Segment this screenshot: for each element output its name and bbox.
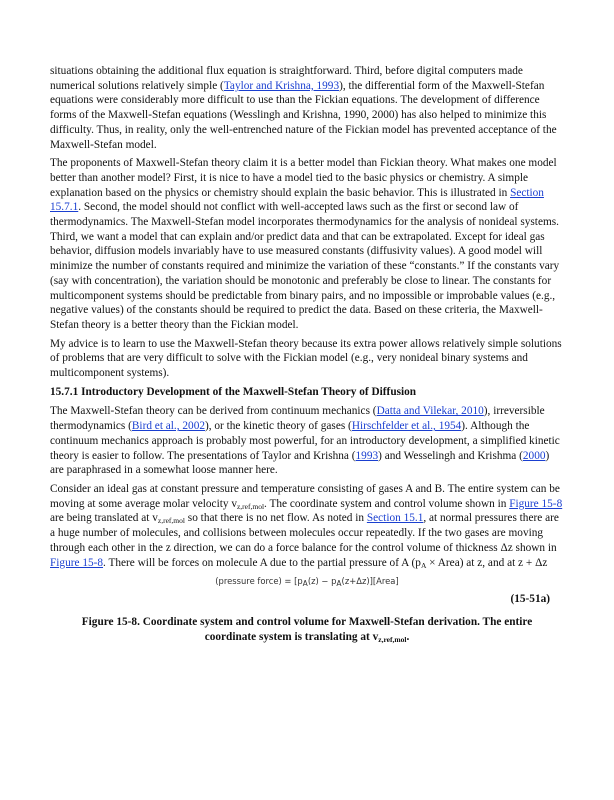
equation-text: (pressure force) = [p [215,576,303,587]
paragraph-text: ), the differential form of the Maxwell-Stefan equations were considerably more difficult to use than the Fickian equations. The development of difference forms of the Maxwell-Stefan equations (Wesslingh and Krishna, 1990, 2000) has also helped to minimize this difficulty. Thus, in reality, only the well-entrenched nature of the Fickian model has prevented acceptance of the Maxwell-Stefan model. [50,79,557,151]
pressure-force-equation [50,574,564,588]
paragraph-text: ). Although the continuum mechanics approach is probably most powerful, for an introductory development, a simplified kinetic theory is easier to follow. The presentations of Taylor and Krishna ( [50,420,560,462]
link-figure-15-8[interactable]: Figure 15-8 [509,497,563,510]
paragraph-text: The Maxwell-Stefan theory can be derived from continuum mechanics ( [50,405,377,418]
paragraph-text: so that there is no net flow. As noted in [184,512,367,525]
subscript: A [420,560,427,570]
paragraph-text: are being translated at v [50,512,158,525]
paragraph-text: . The coordinate system and control volume shown in [264,497,510,510]
link-section-15-7-1[interactable]: Section 15.7.1 [50,186,544,214]
paragraph-text: Consider an ideal gas at constant pressure and temperature consisting of gases A and B. The entire system can be moving at some average molar velocity v [50,482,560,510]
link-1993[interactable]: 1993 [355,449,379,462]
equation-text: (z) − p [307,576,337,587]
paragraph-text: ) are paraphrased in a somewhat loose manner here. [50,449,550,477]
paragraph-text: situations obtaining the additional flux equation is straightforward. Third, before digital computers made numerical solutions relatively simple ( [50,65,523,92]
paragraph-5 [50,482,564,570]
link-hirschfelder-1954[interactable]: Hirschfelder et al., 1954 [351,420,462,433]
link-taylor-krishna-1993[interactable]: Taylor and Krishna, 1993 [223,79,340,92]
paragraph-text: , at normal pressures there are a huge number of molecules, and collisions between molecules occur repeatedly. If the two gases are moving through each other in the z direction, we can do a force balance for the control volume of thickness Δz shown in [50,512,559,554]
paragraph-text: ), or the kinetic theory of gases ( [205,420,352,433]
link-datta-vilekar-2010[interactable]: Datta and Vilekar, 2010 [376,405,484,418]
figure-caption [56,615,558,644]
paragraph-4 [50,404,564,478]
paragraph-2 [50,156,564,332]
paragraph-text: × Area) at z, and at z + Δz [426,556,548,569]
subscript: z,ref,mol [236,501,265,511]
paragraph-text: The proponents of Maxwell-Stefan theory claim it is a better model than Fickian theory. What makes one model better than another model? First, it is nice to have a model tied to the basic physics or chemistry. A simple explanation based on the physics or chemistry should explain the basic behavior. This is illustrated in [50,157,557,199]
link-2000[interactable]: 2000 [522,449,546,462]
link-section-15-1[interactable]: Section 15.1 [366,512,424,525]
paragraph-1 [50,64,564,152]
caption-text: . [406,630,410,643]
link-figure-15-8[interactable]: Figure 15-8 [50,556,104,569]
paragraph-3: My advice is to learn to use the Maxwell-Stefan theory because its extra power allows relatively simple solutions of problems that are very difficult to solve with the Fickian model (e.g., very nonideal binary systems and multicomponent systems). [50,337,562,380]
paragraph-text: . Second, the model should not conflict with well-accepted laws such as the first or second law of thermodynamics. The Maxwell-Stefan model incorporates thermodynamics for the analysis of nonideal systems. Third, we want a model that can explain and/or predict data and that can be extrapolated. Except for ideal gas behavior, diffusion models invariably have to use measured constants (diffusivity values). A good model will minimize the number of constants required and minimize the variation of these “constants.” If the constants vary (say with concentration), the variation should be monotonic and preferably be close to linear. The constants for multicomponent systems should be predictable from binary pairs, and no impossible or improbable values (e.g., negative values) of the constants should be required to predict the data. Based on these criteria, the Maxwell-Stefan theory is a better theory than the Fickian model. [50,201,560,331]
section-heading: 15.7.1 Introductory Development of the Maxwell-Stefan Theory of Diffusion [50,385,417,398]
subscript: A [336,579,342,589]
equation-text: (z+Δz)][Area] [341,576,399,587]
paragraph-text: ) and Wesselingh and Krishma ( [378,449,523,462]
subscript: z,ref,mol [378,634,407,644]
paragraph-text: . There will be forces on molecule A due to the partial pressure of A (p [103,556,421,569]
paragraph-text: ), irreversible thermodynamics ( [50,405,545,433]
equation-number: (15-51a) [510,593,550,606]
subscript: A [302,579,308,589]
link-bird-2002[interactable]: Bird et al., 2002 [131,420,205,433]
caption-text: Figure 15-8. Coordinate system and control volume for Maxwell-Stefan derivation. The entire coordinate system is translating at v [81,615,533,643]
subscript: z,ref,mol [157,516,185,526]
document-page [50,64,564,644]
